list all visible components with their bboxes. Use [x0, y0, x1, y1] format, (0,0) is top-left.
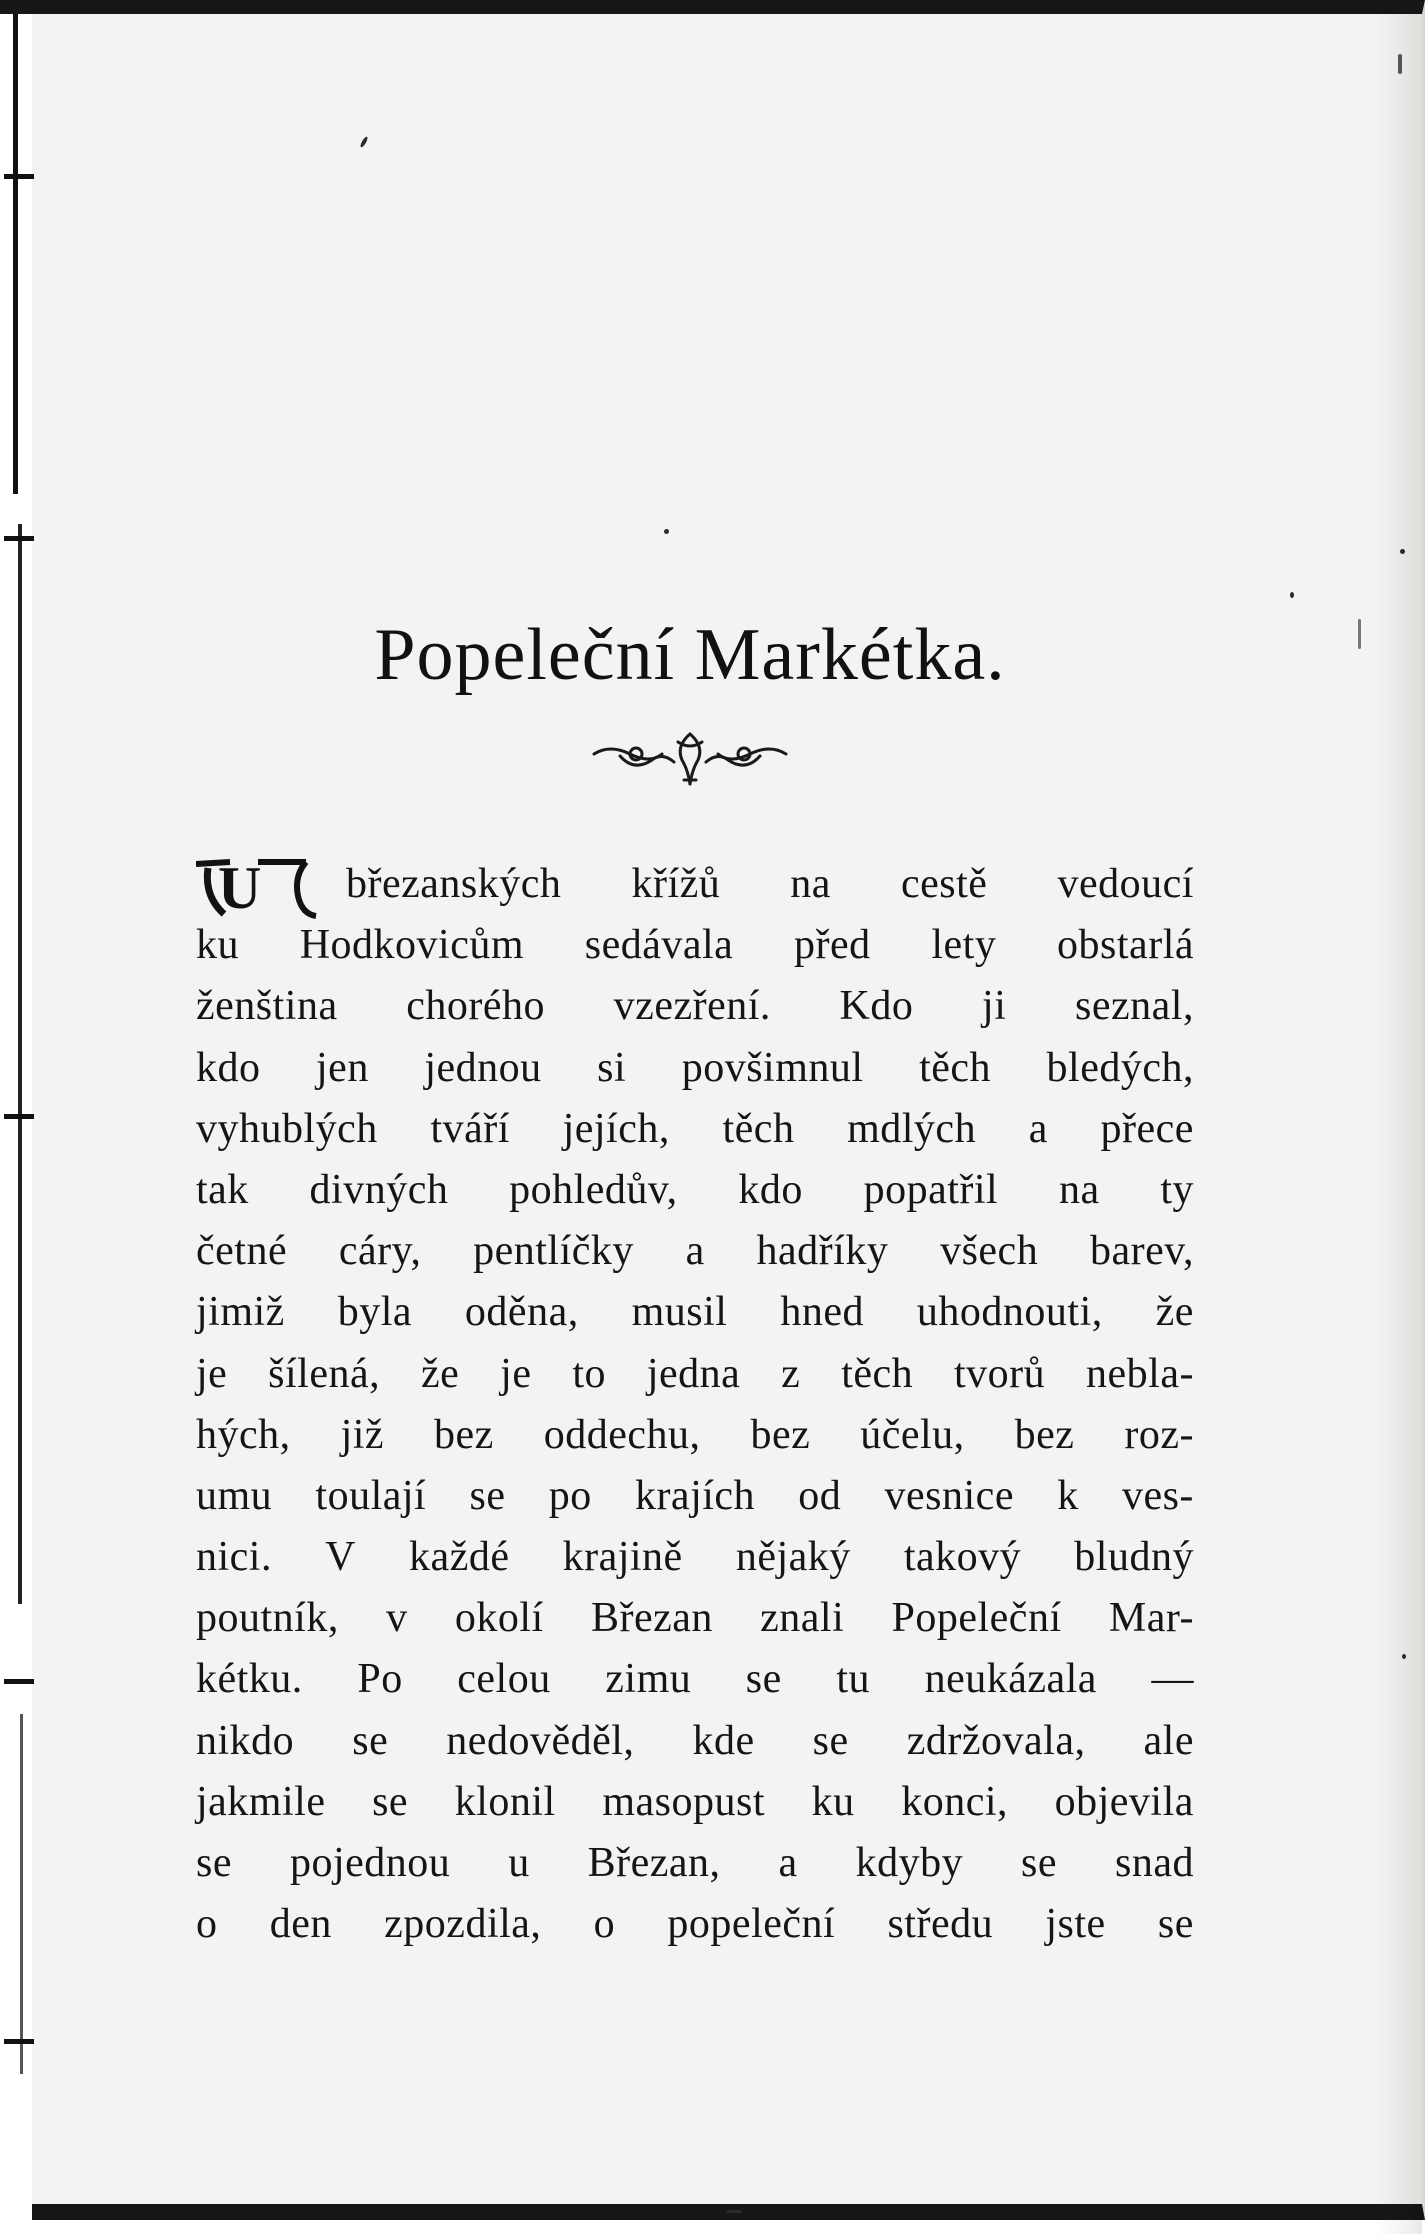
word: popeleční — [667, 1901, 836, 1948]
text-line — [196, 1772, 1194, 1833]
word: u — [508, 1840, 530, 1886]
word: jimiž — [196, 1289, 285, 1336]
print-speck — [1400, 549, 1405, 554]
word: okolí — [454, 1595, 544, 1642]
word: objevila — [1054, 1778, 1194, 1825]
word: kétku. — [196, 1656, 303, 1703]
word: se — [1157, 1901, 1194, 1948]
word: obstarlá — [1057, 922, 1194, 969]
word: bez — [750, 1411, 811, 1458]
word: cestě — [901, 861, 988, 907]
word: jakmile — [196, 1778, 326, 1825]
page-edge-shadow — [1374, 14, 1422, 2234]
word: březanských — [346, 861, 562, 907]
chapter-title: Popeleční Markétka. — [374, 614, 1006, 696]
word: četné — [196, 1228, 288, 1275]
word: roz- — [1124, 1411, 1194, 1458]
word: se — [372, 1778, 409, 1825]
print-speck — [1290, 592, 1294, 598]
word: hadříky — [756, 1228, 889, 1275]
word: se — [812, 1717, 849, 1764]
word: neukázala — [924, 1656, 1097, 1703]
word: jen — [316, 1044, 369, 1091]
text-line — [196, 915, 1194, 976]
word: hned — [780, 1289, 865, 1336]
word: zimu — [605, 1656, 692, 1703]
word: jste — [1045, 1901, 1106, 1948]
word: se — [745, 1656, 782, 1703]
binding-tick — [4, 536, 34, 541]
text-line — [196, 1466, 1194, 1527]
word: pentlíčky — [473, 1228, 634, 1275]
word: lety — [931, 922, 997, 969]
word: byla — [337, 1289, 413, 1336]
word: ku — [811, 1778, 855, 1825]
text-line — [196, 976, 1194, 1037]
word: ves- — [1121, 1472, 1194, 1519]
word: na — [1058, 1166, 1100, 1213]
word: snad — [1114, 1840, 1194, 1886]
word: bez — [434, 1411, 494, 1458]
text-line — [196, 1099, 1194, 1160]
word: Hodkovicům — [299, 922, 525, 969]
word: popatřil — [863, 1166, 999, 1213]
word: v — [386, 1595, 408, 1642]
binding-tick — [4, 2039, 34, 2044]
word: se — [352, 1717, 389, 1764]
dropcap-letter: U — [218, 856, 262, 921]
title-ornament — [590, 724, 790, 804]
word: přece — [1100, 1105, 1194, 1152]
word: V — [325, 1534, 356, 1581]
word: o — [593, 1901, 616, 1948]
binding-tick — [4, 174, 34, 179]
word: nikdo — [196, 1717, 295, 1764]
print-speck — [1402, 1654, 1406, 1659]
word: jednou — [424, 1044, 542, 1091]
word: Po — [357, 1656, 403, 1703]
word: těch — [722, 1105, 795, 1152]
word: oděna, — [464, 1289, 579, 1336]
word: hých, — [196, 1411, 291, 1458]
binding-line — [20, 1714, 23, 2074]
word: povšimnul — [681, 1044, 864, 1091]
text-line — [196, 1833, 1194, 1894]
word: na — [790, 861, 831, 907]
word: nedověděl, — [446, 1717, 635, 1764]
word: znali — [760, 1595, 845, 1642]
word: a — [778, 1840, 798, 1886]
word: tváří — [430, 1105, 510, 1152]
word: ale — [1143, 1717, 1194, 1764]
word: Mar- — [1108, 1595, 1194, 1642]
binding-line — [13, 14, 18, 494]
word: nějaký — [735, 1534, 851, 1581]
word: se — [469, 1472, 506, 1519]
word: den — [269, 1901, 332, 1948]
word: uhodnouti, — [916, 1289, 1103, 1336]
word: pojednou — [289, 1840, 451, 1886]
word: krajích — [634, 1472, 756, 1519]
word: kdo — [196, 1044, 261, 1091]
word: — — [1151, 1656, 1194, 1703]
print-speck — [726, 2210, 742, 2213]
binding-edge — [0, 14, 32, 2234]
word: to — [572, 1350, 606, 1397]
word: vedoucí — [1057, 861, 1194, 907]
text-line — [196, 1711, 1194, 1772]
word: bludný — [1074, 1534, 1194, 1581]
word: musil — [631, 1289, 728, 1336]
word: šílená, — [268, 1350, 381, 1397]
word: masopust — [602, 1778, 765, 1825]
word: a — [685, 1228, 705, 1275]
word: jejích, — [562, 1105, 670, 1152]
word: vzezření. — [613, 983, 771, 1030]
word: poutník, — [196, 1595, 339, 1642]
word: celou — [457, 1656, 551, 1703]
word: každé — [409, 1534, 510, 1581]
word: divných — [309, 1166, 449, 1213]
word: chorého — [406, 983, 546, 1030]
word: tu — [836, 1656, 871, 1703]
word: těch — [841, 1350, 914, 1397]
word: nebla- — [1086, 1350, 1194, 1397]
word: ženština — [196, 983, 338, 1030]
text-line — [196, 1894, 1194, 1955]
word: krajině — [562, 1534, 683, 1581]
word: je — [500, 1350, 532, 1397]
print-speck — [664, 529, 669, 534]
word: po — [548, 1472, 592, 1519]
word: kdyby — [855, 1840, 964, 1886]
word: toulají — [315, 1472, 427, 1519]
text-line — [196, 1038, 1194, 1099]
text-line — [196, 1405, 1194, 1466]
word: o — [196, 1901, 218, 1948]
print-speck — [359, 136, 368, 148]
text-line — [196, 1649, 1194, 1710]
word: těch — [919, 1044, 992, 1091]
word: tak — [196, 1166, 249, 1213]
word: Březan, — [587, 1840, 721, 1886]
word: oddechu, — [543, 1411, 701, 1458]
text-line — [196, 1160, 1194, 1221]
word: seznal, — [1075, 983, 1194, 1030]
text-line — [196, 1527, 1194, 1588]
word: klonil — [454, 1778, 556, 1825]
text-line — [196, 1588, 1194, 1649]
word: Březan — [590, 1595, 713, 1642]
word: vesnice — [884, 1472, 1014, 1519]
word: že — [1155, 1289, 1194, 1336]
word: nici. — [196, 1534, 272, 1581]
word: mdlých — [847, 1105, 977, 1152]
word: od — [798, 1472, 842, 1519]
word: jedna — [646, 1350, 741, 1397]
word: si — [597, 1044, 627, 1091]
word: ji — [982, 983, 1007, 1030]
word: všech — [940, 1228, 1039, 1275]
word: a — [1028, 1105, 1048, 1152]
word: ty — [1160, 1166, 1194, 1213]
word: před — [794, 922, 871, 969]
word: již — [340, 1411, 385, 1458]
word: křížů — [631, 861, 721, 907]
text-line — [196, 1282, 1194, 1343]
word: středu — [887, 1901, 994, 1948]
word: takový — [903, 1534, 1022, 1581]
word: bez — [1014, 1411, 1075, 1458]
print-speck — [1398, 54, 1402, 74]
word: tvorů — [954, 1350, 1046, 1397]
word: je — [196, 1350, 228, 1397]
word: účelu, — [860, 1411, 965, 1458]
word: se — [1021, 1840, 1058, 1886]
word: cáry, — [338, 1228, 422, 1275]
word: ku — [196, 922, 239, 969]
word: kde — [692, 1717, 755, 1764]
word: zdržovala, — [906, 1717, 1086, 1764]
word: pohledův, — [509, 1166, 678, 1213]
word: Popeleční — [891, 1595, 1062, 1642]
body-text — [196, 854, 1194, 1955]
word: bledých, — [1046, 1044, 1194, 1091]
text-line — [196, 1344, 1194, 1405]
word: vyhublých — [196, 1105, 378, 1152]
word: umu — [196, 1472, 273, 1519]
text-line — [196, 854, 1194, 915]
word: z — [781, 1350, 801, 1397]
word: sedávala — [584, 922, 734, 969]
word: zpozdila, — [384, 1901, 542, 1948]
word: Kdo — [839, 983, 914, 1030]
text-line — [196, 1221, 1194, 1282]
word: k — [1057, 1472, 1079, 1519]
word: že — [421, 1350, 460, 1397]
word: kdo — [738, 1166, 803, 1213]
word: konci, — [901, 1778, 1009, 1825]
word: se — [196, 1840, 232, 1886]
binding-tick — [4, 1114, 34, 1119]
word: barev, — [1089, 1228, 1194, 1275]
binding-tick — [4, 1679, 34, 1684]
